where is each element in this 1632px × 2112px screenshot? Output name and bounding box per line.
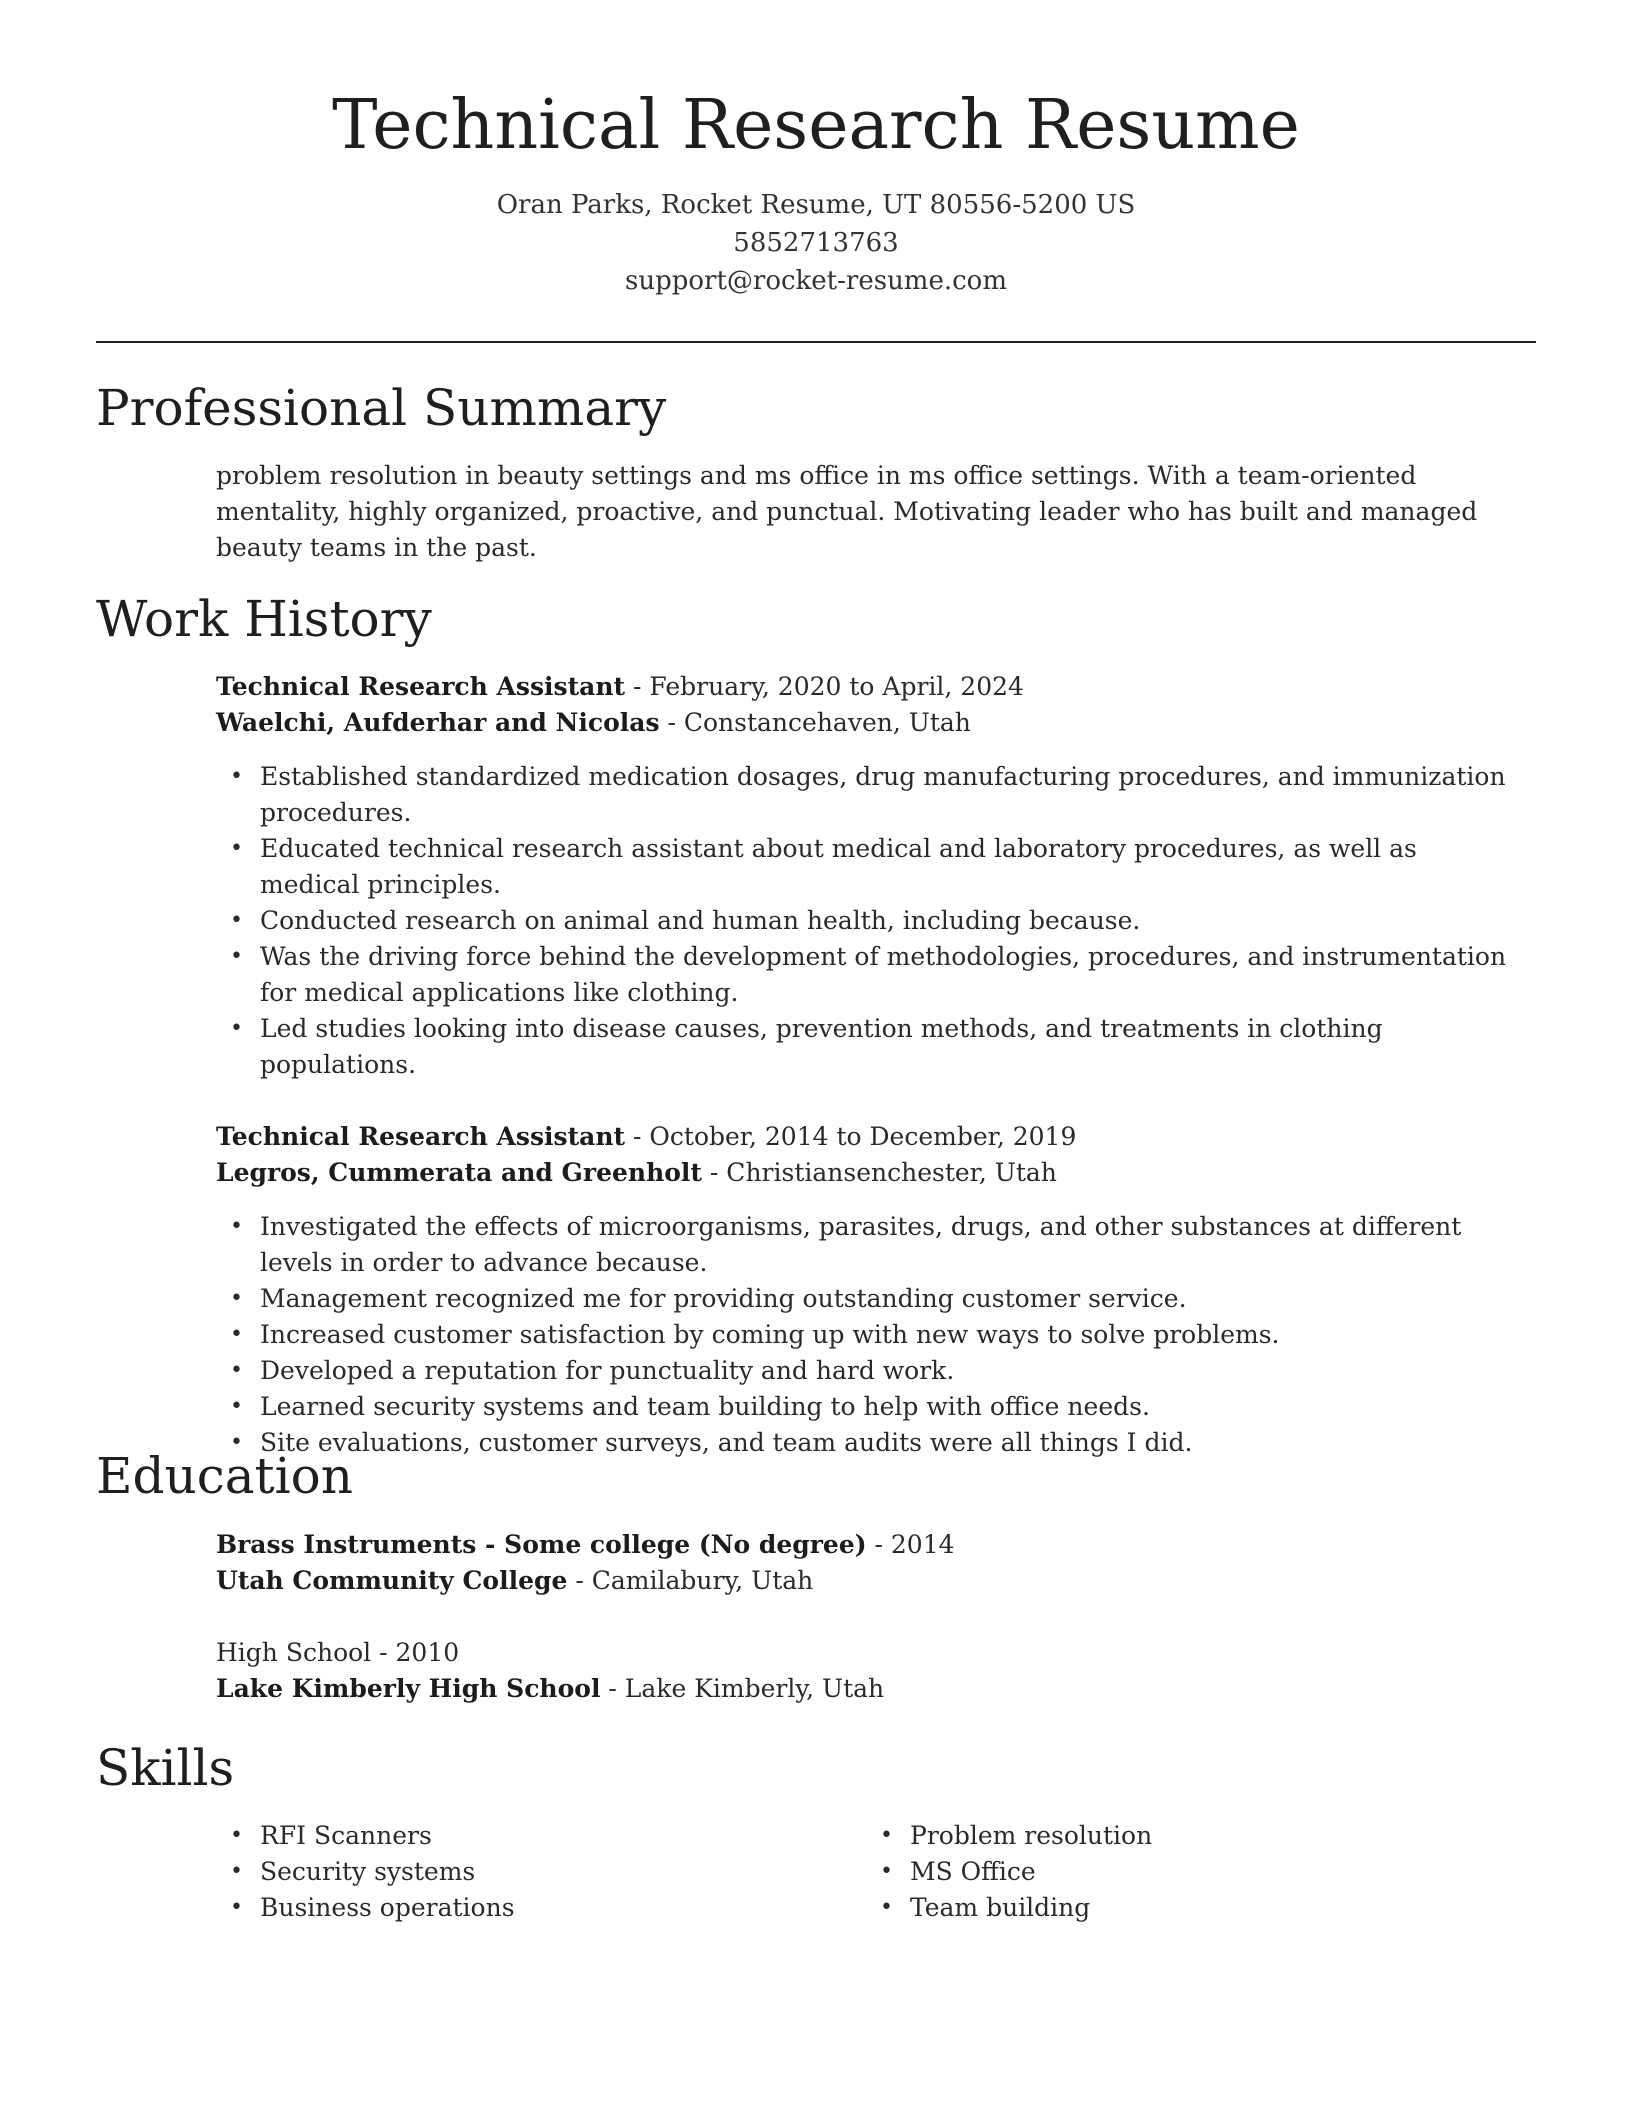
job-title: Technical Research Assistant	[216, 1122, 626, 1151]
skills-heading: Skills	[96, 1739, 235, 1797]
list-item: • Educated technical research assistant about medical and laboratory procedures, as well as medical principles.	[260, 831, 1516, 903]
job-entry	[216, 669, 1516, 1083]
list-item: • Led studies looking into disease causes, prevention methods, and treatments in clothing populations.	[260, 1011, 1516, 1083]
skill-item: • Problem resolution	[910, 1818, 1516, 1854]
header-divider	[96, 341, 1536, 343]
job-bullets	[216, 759, 1516, 1083]
skill-item: • RFI Scanners	[260, 1818, 866, 1854]
job-company-line	[216, 705, 1516, 741]
education-school-line	[216, 1563, 1516, 1599]
education-year: - 2014	[866, 1530, 955, 1559]
list-item: • Management recognized me for providing outstanding customer service.	[260, 1281, 1516, 1317]
skill-item: • Business operations	[260, 1890, 866, 1926]
education-entry	[216, 1527, 1516, 1599]
education-heading: Education	[96, 1447, 353, 1505]
skills-column-left	[216, 1818, 866, 1926]
skills-column-right	[866, 1818, 1516, 1926]
job-dates: - February, 2020 to April, 2024	[625, 672, 1024, 701]
education-degree-line	[216, 1527, 1516, 1563]
job-title-line	[216, 669, 1516, 705]
skills-list	[866, 1818, 1516, 1926]
education-school-line	[216, 1671, 1516, 1707]
contact-address: Oran Parks, Rocket Resume, UT 80556-5200 US	[496, 190, 1136, 220]
education-location: - Camilabury, Utah	[567, 1566, 814, 1595]
skills-body	[216, 1818, 1516, 1926]
job-company-line	[216, 1155, 1516, 1191]
job-location: - Constancehaven, Utah	[659, 708, 971, 737]
education-location: - Lake Kimberly, Utah	[600, 1674, 885, 1703]
contact-block	[0, 186, 1632, 300]
summary-heading: Professional Summary	[96, 379, 667, 437]
skills-grid	[216, 1818, 1516, 1926]
list-item: • Learned security systems and team building to help with office needs.	[260, 1389, 1516, 1425]
skill-item: • Security systems	[260, 1854, 866, 1890]
list-item: • Established standardized medication dosages, drug manufacturing procedures, and immunization procedures.	[260, 759, 1516, 831]
skill-item: • MS Office	[910, 1854, 1516, 1890]
list-item: • Was the driving force behind the development of methodologies, procedures, and instrumentation for medical applications like clothing.	[260, 939, 1516, 1011]
list-item: • Conducted research on animal and human health, including because.	[260, 903, 1516, 939]
education-degree-line	[216, 1635, 1516, 1671]
skill-item: • Team building	[910, 1890, 1516, 1926]
summary-text: problem resolution in beauty settings and ms office in ms office settings. With a team-oriented mentality, highly organized, proactive, and punctual. Motivating leader who has built and managed beauty teams in the past.	[216, 461, 1478, 562]
job-company: Waelchi, Aufderhar and Nicolas	[216, 708, 660, 737]
job-title: Technical Research Assistant	[216, 672, 626, 701]
list-item: • Site evaluations, customer surveys, and team audits were all things I did.	[260, 1425, 1516, 1461]
job-title-line	[216, 1119, 1516, 1155]
job-location: - Christiansenchester, Utah	[701, 1158, 1057, 1187]
education-school: Lake Kimberly High School	[216, 1674, 601, 1703]
resume-title: Technical Research Resume	[332, 86, 1300, 165]
skills-list	[216, 1818, 866, 1926]
work-history-heading: Work History	[96, 590, 432, 648]
education-entry	[216, 1635, 1516, 1707]
education-body	[216, 1527, 1516, 1743]
job-company: Legros, Cummerata and Greenholt	[216, 1158, 702, 1187]
job-dates: - October, 2014 to December, 2019	[625, 1122, 1077, 1151]
resume-header	[0, 0, 1632, 300]
education-year: - 2010	[371, 1638, 460, 1667]
job-entry	[216, 1119, 1516, 1461]
job-bullets	[216, 1209, 1516, 1461]
contact-phone: 5852713763	[733, 228, 899, 258]
list-item: • Developed a reputation for punctuality and hard work.	[260, 1353, 1516, 1389]
list-item: • Investigated the effects of microorganisms, parasites, drugs, and other substances at different levels in order to advance because.	[260, 1209, 1516, 1281]
work-history-body	[216, 669, 1516, 1497]
education-school: Utah Community College	[216, 1566, 568, 1595]
education-degree: Brass Instruments - Some college (No degree)	[216, 1530, 867, 1559]
contact-email: support@rocket-resume.com	[624, 266, 1007, 296]
list-item: • Increased customer satisfaction by coming up with new ways to solve problems.	[260, 1317, 1516, 1353]
education-degree: High School	[216, 1638, 372, 1667]
